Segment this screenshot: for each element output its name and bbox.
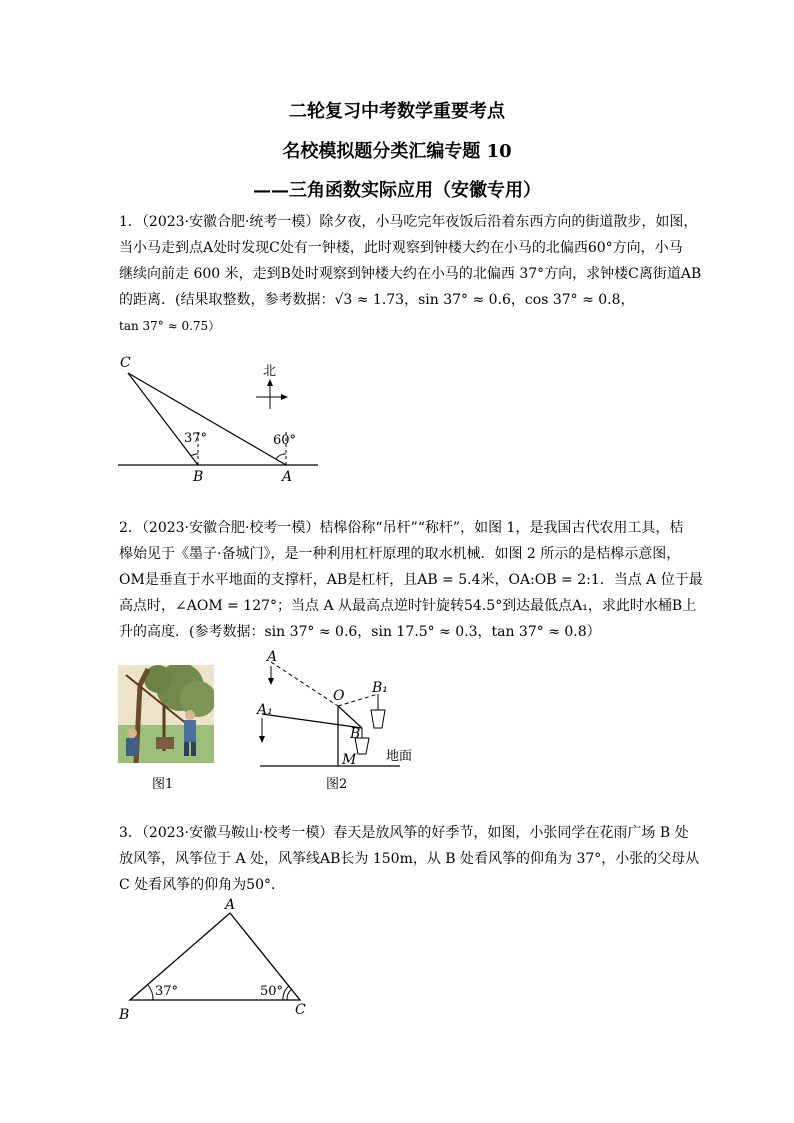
lever-a1b bbox=[262, 714, 362, 728]
q1-line: 的距离．(结果取整数，参考数据：√3 ≈ 1.73，sin 37° ≈ 0.6，cos 37° ≈ 0.8， bbox=[119, 292, 635, 308]
title-line-1: 二轮复习中考数学重要考点 bbox=[289, 101, 505, 122]
arrow-a1-head-icon bbox=[259, 736, 265, 743]
label-b: B bbox=[350, 726, 361, 742]
label-b: B bbox=[119, 1007, 130, 1023]
label-ground: 地面 bbox=[386, 749, 413, 764]
angle-label-a: 60° bbox=[273, 433, 297, 448]
label-a: A bbox=[267, 649, 278, 665]
q3-figure bbox=[115, 898, 325, 1024]
lever-top-dashed bbox=[271, 662, 338, 706]
label-a: A bbox=[225, 898, 236, 913]
angle-label-b: 37° bbox=[155, 984, 179, 999]
q1-line: 当小马走到点A处时发现C处有一钟楼，此时观察到钟楼大约在小马的北偏西60°方向，小马 bbox=[119, 240, 683, 256]
angle-label-b: 37° bbox=[184, 431, 208, 446]
north-compass-icon bbox=[256, 364, 288, 409]
ancient-well-picture bbox=[118, 665, 214, 763]
q1-line: 继续向前走 600 米，走到B处时观察到钟楼大约在小马的北偏西 37°方向，求钟楼C离街道AB bbox=[119, 266, 702, 282]
q2-line: 2．（2023·安徽合肥·校考一模）桔槔俗称“吊杆”“称杆”，如图 1，是我国古代农用工具，桔 bbox=[119, 520, 684, 536]
q1-line: 1．（2023·安徽合肥·统考一模）除夕夜，小马吃完年夜饭后沿着东西方向的街道散步，如图， bbox=[119, 214, 698, 230]
q2-line: 高点时，∠AOM = 127°；当点 A 从最高点逆时针旋转54.5°到达最低点A₁，求此时水桶B上 bbox=[119, 598, 697, 614]
angle-label-c: 50° bbox=[260, 984, 284, 999]
q2-figure bbox=[250, 648, 460, 770]
question-3 bbox=[119, 820, 700, 898]
title-line-3: ——三角函数实际应用（安徽专用） bbox=[253, 180, 541, 201]
angle-arc-b bbox=[148, 985, 153, 1000]
title-line-2: 名校模拟题分类汇编专题 10 bbox=[282, 141, 512, 162]
label-a: A bbox=[282, 469, 293, 485]
q2-line: 槔始见于《墨子·备城门》，是一种利用杠杆原理的取水机械．如图 2 所示的是桔槔示意图， bbox=[119, 546, 681, 562]
q1-figure bbox=[110, 345, 330, 485]
question-2 bbox=[119, 515, 703, 645]
q3-line: 放风筝，风筝位于 A 处，风筝线AB长为 150m，从 B 处看风筝的仰角为 37°，小张的父母从 bbox=[119, 851, 700, 867]
bucket-b1-icon bbox=[371, 710, 385, 728]
q2-line: OM是垂直于水平地面的支撑杆，AB是杠杆，且AB = 5.4米，OA:OB = 2:1．当点 A 位于最 bbox=[119, 572, 703, 588]
q1-line: tan 37° ≈ 0.75） bbox=[119, 319, 221, 333]
arrow-a-head-icon bbox=[268, 678, 274, 685]
q3-line: C 处看风筝的仰角为50°． bbox=[119, 877, 285, 893]
figure-2-caption: 图2 bbox=[326, 777, 348, 792]
angle-arc-b bbox=[191, 454, 198, 456]
label-a1: A₁ bbox=[257, 702, 273, 718]
label-b: B bbox=[193, 469, 204, 485]
label-b1: B₁ bbox=[372, 680, 388, 696]
figure-1-caption: 图1 bbox=[152, 777, 174, 792]
q2-line: 升的高度．(参考数据：sin 37° ≈ 0.6，sin 17.5° ≈ 0.3，tan 37° ≈ 0.8） bbox=[119, 624, 601, 640]
line-cb bbox=[128, 373, 198, 465]
north-label: 北 bbox=[263, 364, 277, 379]
label-o: O bbox=[333, 688, 345, 704]
angle-arc-c-inner bbox=[287, 989, 292, 1000]
line-ca bbox=[128, 373, 286, 465]
label-m: M bbox=[342, 752, 357, 768]
angle-arc-a bbox=[276, 454, 286, 459]
label-c: C bbox=[120, 355, 131, 371]
label-c: C bbox=[295, 1002, 306, 1018]
question-1 bbox=[119, 209, 702, 339]
q3-line: 3．（2023·安徽马鞍山·校考一模）春天是放风筝的好季节，如图，小张同学在花雨广场 B 处 bbox=[119, 825, 689, 841]
